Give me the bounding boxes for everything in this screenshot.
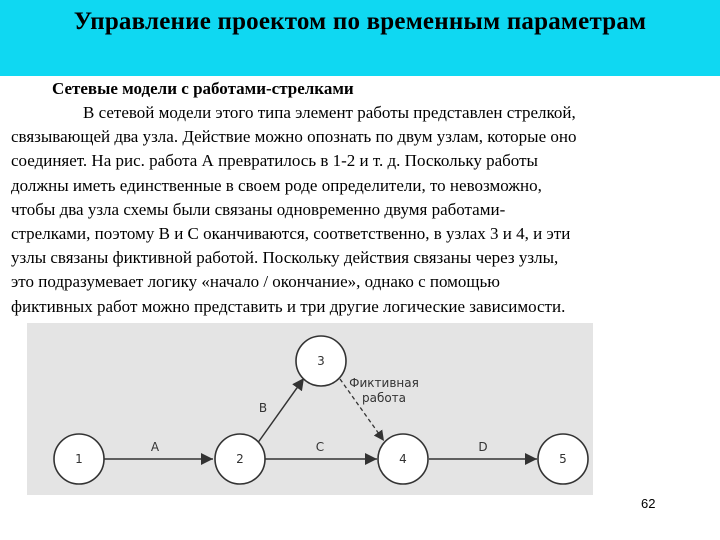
body-paragraph <box>11 101 715 319</box>
node-5 <box>538 434 588 484</box>
section-subtitle: Сетевые модели с работами-стрелками <box>52 79 354 98</box>
svg-text:1: 1 <box>75 452 83 466</box>
node-1 <box>54 434 104 484</box>
edge-label-b: B <box>258 401 268 415</box>
svg-text:5: 5 <box>559 452 567 466</box>
slide-title: Управление проектом по временным параметрам <box>73 8 647 35</box>
paragraph-line: это подразумевает логику «начало / окончание», однако с помощью <box>11 272 500 292</box>
edge-label-c: C <box>315 440 325 454</box>
paragraph-line: чтобы два узла схемы были связаны одновременно двумя работами- <box>11 199 506 219</box>
network-diagram <box>27 323 593 495</box>
node-4 <box>378 434 428 484</box>
node-3 <box>296 336 346 386</box>
dummy-label-line2: работа <box>361 391 407 405</box>
svg-text:4: 4 <box>399 452 407 466</box>
dummy-label-line1: Фиктивная <box>349 376 419 390</box>
svg-text:3: 3 <box>317 354 325 368</box>
svg-text:2: 2 <box>236 452 244 466</box>
network-diagram-svg <box>27 323 593 495</box>
paragraph-line: соединяет. На рис. работа А превратилось в 1-2 и т. д. Поскольку работы <box>11 151 538 171</box>
paragraph-line: узлы связаны фиктивной работой. Поскольку действия связаны через узлы, <box>11 248 559 268</box>
paragraph-line: должны иметь единственные в своем роде определители, то невозможно, <box>11 175 542 195</box>
edge-label-d: D <box>478 440 488 454</box>
edge-label-a: A <box>150 440 160 454</box>
paragraph-line: В сетевой модели этого типа элемент работы представлен стрелкой, <box>83 103 576 122</box>
page-number: 62 <box>641 496 656 511</box>
paragraph-line: фиктивных работ можно представить и три другие логические зависимости. <box>11 296 566 316</box>
paragraph-line: стрелками, поэтому В и С оканчиваются, соответственно, в узлах 3 и 4, и эти <box>11 224 571 244</box>
paragraph-line: связывающей два узла. Действие можно опознать по двум узлам, которые оно <box>11 127 577 147</box>
node-2 <box>215 434 265 484</box>
